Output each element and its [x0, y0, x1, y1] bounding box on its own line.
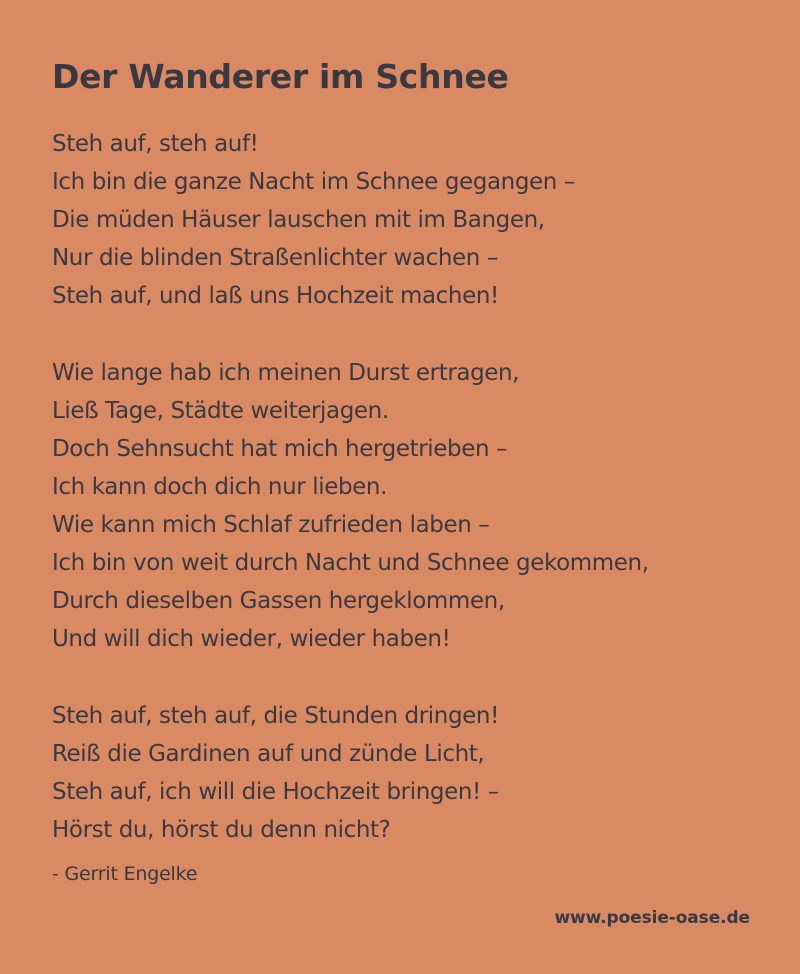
poem-line: Ich bin die ganze Nacht im Schnee gegangen – [52, 169, 575, 195]
poem-line: Steh auf, steh auf, die Stunden dringen! [52, 703, 499, 729]
poem-line: Nur die blinden Straßenlichter wachen – [52, 245, 498, 271]
poem-line: Die müden Häuser lauschen mit im Bangen, [52, 207, 545, 233]
stanza-1 [52, 125, 575, 315]
poem-line: Steh auf, steh auf! [52, 131, 259, 157]
poem-line: Reiß die Gardinen auf und zünde Licht, [52, 741, 485, 767]
website-link[interactable]: www.poesie-oase.de [554, 908, 750, 928]
poem-title: Der Wanderer im Schnee [52, 57, 509, 96]
poem-line: Wie kann mich Schlaf zufrieden laben – [52, 512, 490, 538]
poem-line: Und will dich wieder, wieder haben! [52, 626, 451, 652]
poem-line: Steh auf, und laß uns Hochzeit machen! [52, 283, 499, 309]
poem-line: Wie lange hab ich meinen Durst ertragen, [52, 360, 520, 386]
poem-line: Doch Sehnsucht hat mich hergetrieben – [52, 436, 508, 462]
poem-line: Hörst du, hörst du denn nicht? [52, 817, 391, 843]
poem-line: Ich bin von weit durch Nacht und Schnee gekommen, [52, 550, 649, 576]
poem-line: Ich kann doch dich nur lieben. [52, 474, 388, 500]
poem-line: Durch dieselben Gassen hergeklommen, [52, 588, 505, 614]
poem-line: Ließ Tage, Städte weiterjagen. [52, 398, 389, 424]
poem-line: Steh auf, ich will die Hochzeit bringen! – [52, 779, 499, 805]
poem-author: - Gerrit Engelke [52, 863, 198, 885]
stanza-2 [52, 354, 649, 658]
stanza-3 [52, 697, 499, 849]
